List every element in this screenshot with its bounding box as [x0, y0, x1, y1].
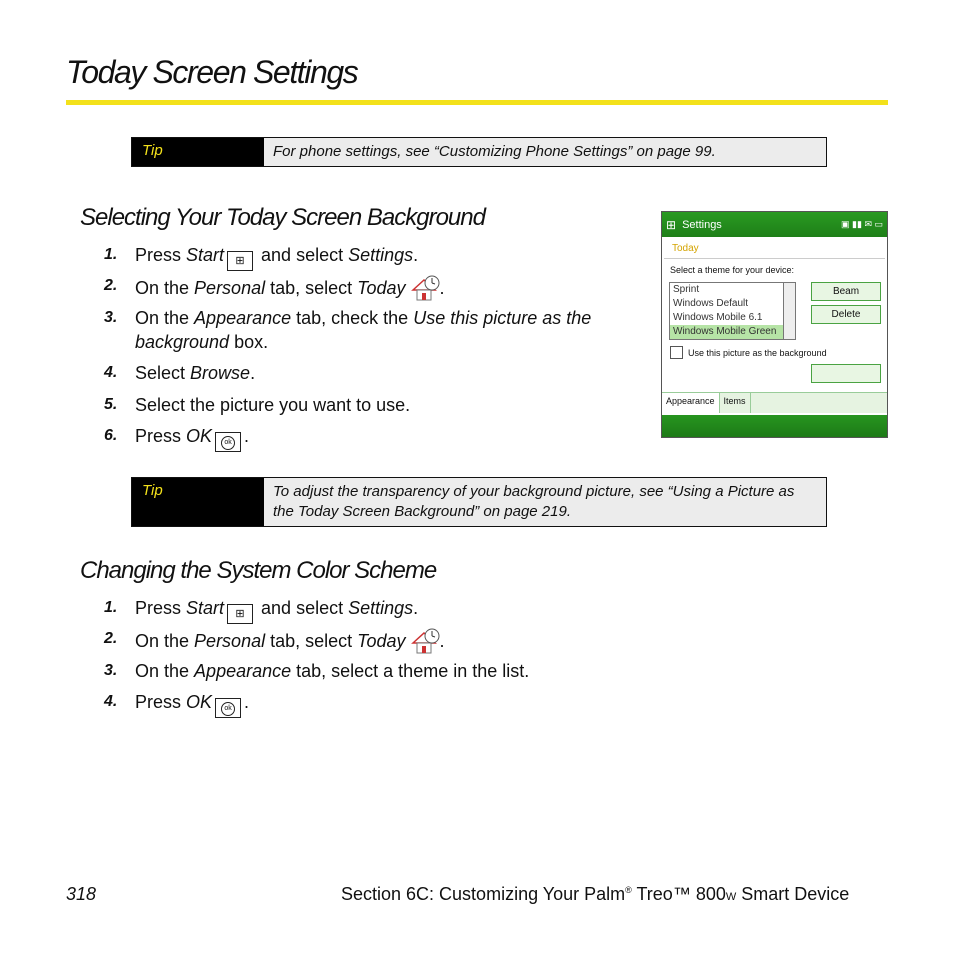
step-text: On the Appearance tab, select a theme in the list.: [135, 661, 530, 681]
section-heading: Selecting Your Today Screen Background: [80, 204, 485, 231]
phone-theme-label: Select a theme for your device:: [670, 265, 795, 275]
tip-label: Tip: [132, 138, 264, 166]
title-rule: [66, 100, 888, 105]
beam-button[interactable]: Beam: [811, 282, 881, 301]
start-key-icon: ⊞: [227, 251, 253, 271]
phone-today-heading: Today: [664, 237, 885, 259]
checkbox-label: Use this picture as the background: [688, 347, 827, 358]
footer-section: Section 6C: Customizing Your Palm® Treo™ 800W Smart Device: [341, 884, 850, 904]
step-3: [104, 659, 529, 683]
step-6: [104, 424, 249, 452]
step-number: 3.: [104, 309, 118, 326]
section-heading: Changing the System Color Scheme: [80, 557, 437, 584]
phone-softkey-bar: [662, 415, 887, 437]
start-key-icon: ⊞: [227, 604, 253, 624]
step-1: [104, 243, 418, 271]
step-2: [104, 274, 445, 302]
step-number: 2.: [104, 630, 118, 647]
tip-text: To adjust the transparency of your background picture, see “Using a Picture as the Today Screen Background” on page 219.: [264, 478, 826, 526]
phone-screenshot: [661, 211, 888, 438]
tip-box: [131, 137, 827, 167]
step-text: Press OK ok .: [135, 690, 249, 718]
step-number: 4.: [104, 364, 118, 381]
today-house-icon: [410, 274, 440, 302]
step-number: 1.: [104, 599, 118, 616]
tip-label: Tip: [132, 478, 264, 526]
ok-key-icon: ok: [215, 432, 241, 452]
step-text: Press Start ⊞ and select Settings.: [135, 596, 418, 624]
tab-appearance[interactable]: Appearance: [662, 393, 720, 413]
theme-item[interactable]: Windows Mobile 6.1: [673, 312, 763, 323]
step-number: 6.: [104, 427, 118, 444]
step-text: Select Browse.: [135, 363, 256, 383]
theme-item-selected[interactable]: Windows Mobile Green: [670, 325, 795, 339]
windows-flag-icon: ⊞: [666, 217, 677, 232]
phone-tab-bar: [662, 392, 887, 413]
ok-key-icon: ok: [215, 698, 241, 718]
step-text: On the Personal tab, select Today .: [135, 627, 445, 655]
step-number: 1.: [104, 246, 118, 263]
page-number: 318: [66, 884, 97, 904]
browse-button[interactable]: [811, 364, 881, 383]
step-1: [104, 596, 418, 624]
phone-title-bar: [662, 212, 887, 237]
step-4: [104, 690, 249, 718]
step-text: Press Start ⊞ and select Settings.: [135, 243, 418, 271]
step-3: [104, 306, 634, 354]
step-text: On the Appearance tab, check the Use this picture as the background box.: [135, 308, 592, 352]
step-text: On the Personal tab, select Today .: [135, 274, 445, 302]
background-checkbox[interactable]: [670, 346, 827, 359]
step-2: [104, 627, 445, 655]
step-number: 4.: [104, 693, 118, 710]
tip-text: For phone settings, see “Customizing Phone Settings” on page 99.: [264, 138, 826, 166]
today-house-icon: [410, 627, 440, 655]
step-4: [104, 361, 255, 385]
step-5: [104, 393, 410, 417]
status-icons: ▣ ▮▮ ✉ ▭: [841, 219, 883, 229]
step-number: 5.: [104, 396, 118, 413]
phone-title: Settings: [682, 218, 722, 231]
delete-button[interactable]: Delete: [811, 305, 881, 324]
step-number: 3.: [104, 662, 118, 679]
tip-box: [131, 477, 827, 527]
theme-list-scrollbar[interactable]: [783, 283, 795, 339]
checkbox-box[interactable]: [670, 346, 683, 359]
theme-list[interactable]: [669, 282, 796, 340]
step-number: 2.: [104, 277, 118, 294]
step-text: Press OK ok .: [135, 424, 249, 452]
step-text: Select the picture you want to use.: [135, 395, 411, 415]
page-title: Today Screen Settings: [66, 54, 358, 90]
theme-item[interactable]: Windows Default: [673, 298, 749, 309]
tab-items[interactable]: Items: [720, 393, 751, 413]
theme-item[interactable]: Sprint: [673, 284, 700, 295]
